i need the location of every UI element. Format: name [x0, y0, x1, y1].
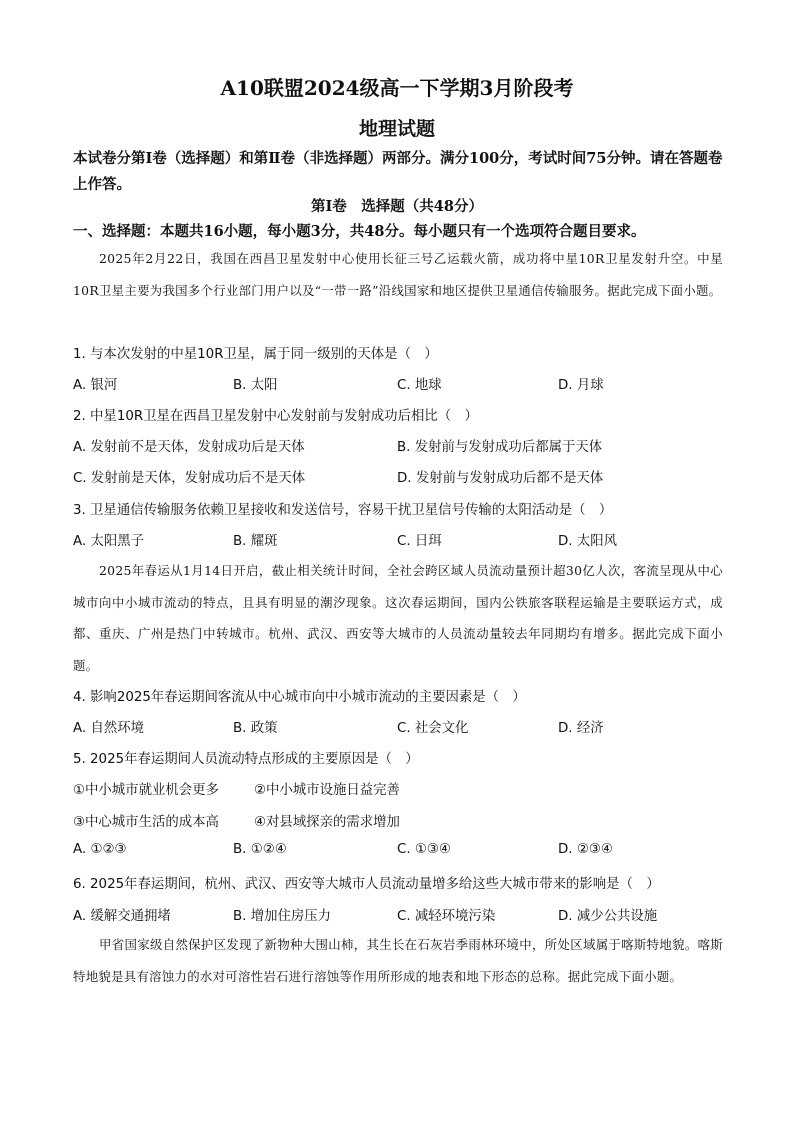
question-5-option-a: A. ①②③	[73, 842, 127, 857]
material-text: 甲省国家级自然保护区发现了新物种大围山柿，其生长在石灰岩季雨林环境中，所处区域属于喀斯特地貌。喀斯特地貌是具有溶蚀力的水对可溶性岩石进行溶蚀等作用所形成的地表和地下形态的总称。据此完成下面小题。	[73, 937, 723, 984]
question-6-option-d: D. 减少公共设施	[558, 909, 658, 924]
question-1-option-c: C. 地球	[397, 378, 442, 393]
question-6-option-b: B. 增加住房压力	[233, 909, 332, 924]
material-passage-3	[73, 929, 723, 992]
question-4-option-b: B. 政策	[233, 721, 278, 736]
material-text: 2025年春运从1月14日开启，截止相关统计时间，全社会跨区域人员流动量预计超30亿人次，客流呈现从中心城市向中小城市流动的特点，且具有明显的潮汐现象。这次春运期间，国内公铁旅客联程运输是主要联运方式，成都、重庆、广州是热门中转城市。杭州、武汉、西安等大城市的人员流动量较去年同期均有增多。据此完成下面小题。	[73, 563, 723, 673]
question-4-stem: 4. 影响2025年春运期间客流从中心城市向中小城市流动的主要因素是（ ）	[73, 690, 526, 705]
exam-intro: 本试卷分第Ⅰ卷（选择题）和第Ⅱ卷（非选择题）两部分。满分100分，考试时间75分钟。请在答题卷上作答。	[73, 150, 723, 193]
question-5-option-b: B. ①②④	[233, 842, 287, 857]
material-passage-1	[73, 243, 723, 306]
question-1-option-d: D. 月球	[558, 378, 604, 393]
question-3-option-d: D. 太阳风	[558, 534, 617, 549]
question-5-option-d: D. ②③④	[558, 842, 613, 857]
question-2-option-c: C. 发射前是天体，发射成功后不是天体	[73, 471, 306, 486]
section-instruction: 一、选择题：本题共16小题，每小题3分，共48分。每小题只有一个选项符合题目要求。	[73, 223, 646, 240]
exam-subject: 地理试题	[358, 118, 435, 140]
question-1-stem: 1. 与本次发射的中星10R卫星，属于同一级别的天体是（ ）	[73, 347, 438, 362]
material-passage-2	[73, 555, 723, 681]
question-5-statement-2: ②中小城市设施日益完善	[254, 783, 400, 798]
question-2-option-d: D. 发射前与发射成功后都不是天体	[397, 471, 604, 486]
question-5-option-c: C. ①③④	[397, 842, 451, 857]
question-3-option-b: B. 耀斑	[233, 534, 278, 549]
question-4-option-c: C. 社会文化	[397, 721, 469, 736]
question-4-option-a: A. 自然环境	[73, 721, 144, 736]
question-2-option-a: A. 发射前不是天体，发射成功后是天体	[73, 440, 305, 455]
question-5-statement-1: ①中小城市就业机会更多	[73, 783, 219, 798]
question-5-stem: 5. 2025年春运期间人员流动特点形成的主要原因是（ ）	[73, 752, 419, 767]
question-2-stem: 2. 中星10R卫星在西昌卫星发射中心发射前与发射成功后相比（ ）	[73, 409, 478, 424]
question-6-stem: 6. 2025年春运期间，杭州、武汉、西安等大城市人员流动量增多给这些大城市带来的影响是（ ）	[73, 877, 660, 892]
question-5-statement-4: ④对县域探亲的需求增加	[254, 815, 400, 830]
question-6-option-c: C. 减轻环境污染	[397, 909, 496, 924]
question-3-option-c: C. 日珥	[397, 534, 442, 549]
question-3-option-a: A. 太阳黑子	[73, 534, 144, 549]
question-3-stem: 3. 卫星通信传输服务依赖卫星接收和发送信号，容易干扰卫星信号传输的太阳活动是（ ）	[73, 503, 613, 518]
question-1-option-b: B. 太阳	[233, 378, 278, 393]
section-title: 第Ⅰ卷 选择题（共48分）	[311, 198, 483, 215]
question-1-option-a: A. 银河	[73, 378, 118, 393]
question-6-option-a: A. 缓解交通拥堵	[73, 909, 171, 924]
exam-title: A10联盟2024级高一下学期3月阶段考	[220, 76, 574, 100]
question-2-option-b: B. 发射前与发射成功后都属于天体	[397, 440, 603, 455]
material-text: 2025年2月22日，我国在西昌卫星发射中心使用长征三号乙运载火箭，成功将中星10R卫星发射升空。中星10R卫星主要为我国多个行业部门用户以及“一带一路”沿线国家和地区提供卫星通信传输服务。据此完成下面小题。	[73, 251, 723, 298]
question-5-statement-3: ③中心城市生活的成本高	[73, 815, 219, 830]
question-4-option-d: D. 经济	[558, 721, 604, 736]
